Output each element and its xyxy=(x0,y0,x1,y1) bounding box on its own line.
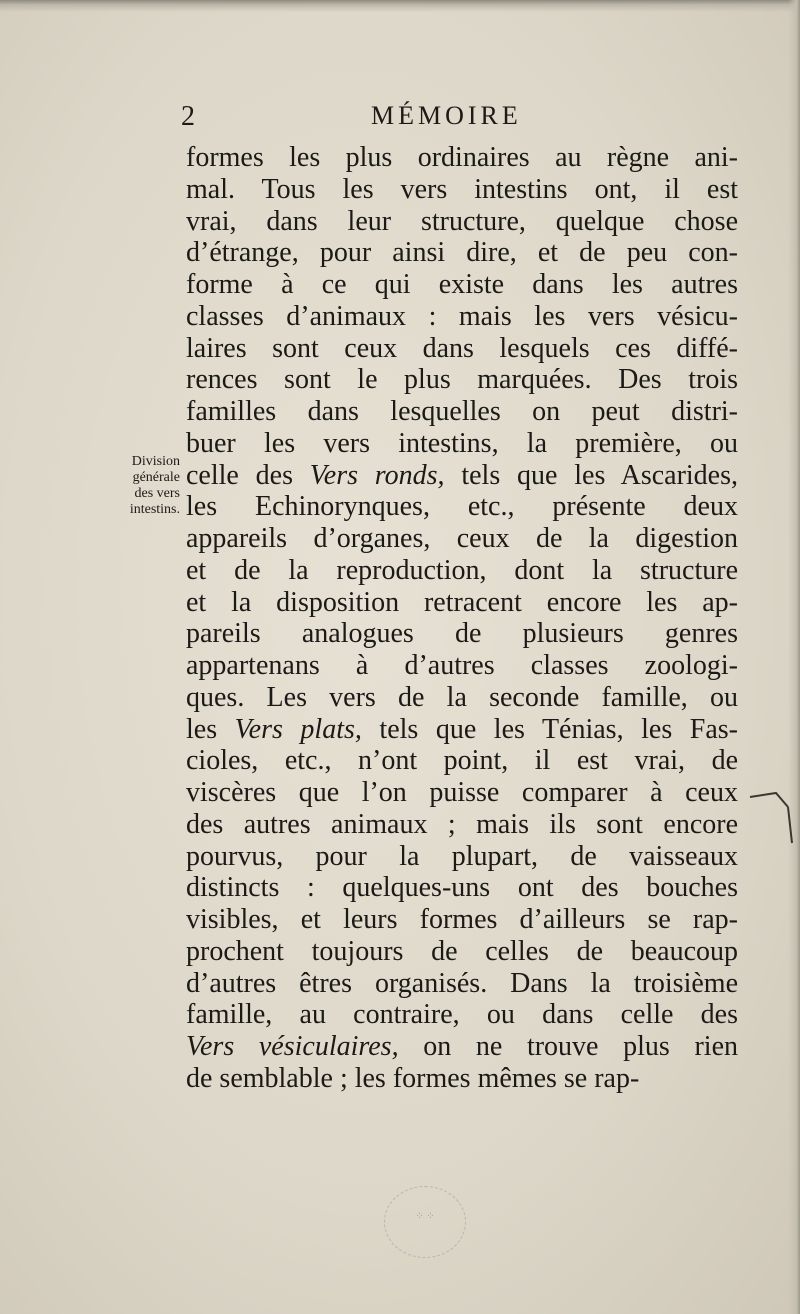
text-line xyxy=(186,237,738,269)
text-line xyxy=(186,777,738,809)
text-run: prochent toujours de celles de beaucoup xyxy=(186,935,738,967)
text-run: appareils d’organes, ceux de la digestion xyxy=(186,523,738,554)
margin-note-line: Division xyxy=(131,454,180,469)
text-line xyxy=(186,682,738,714)
text-run: pourvus, pour la plupart, de vaisseaux xyxy=(186,840,738,872)
text-line xyxy=(186,841,738,873)
text-line xyxy=(186,1063,738,1095)
text-line xyxy=(186,714,738,746)
text-run: famille, au contraire, ou dans celle des xyxy=(186,999,738,1031)
text-line xyxy=(186,904,738,936)
text-line xyxy=(186,968,738,1000)
text-line xyxy=(186,587,738,619)
text-run: les xyxy=(186,713,235,745)
text-run: d’autres êtres organisés. Dans la troisième xyxy=(186,967,738,999)
margin-note-line: intestins. xyxy=(129,502,180,517)
text-run: et la disposition retracent encore les ap- xyxy=(186,586,738,618)
text-run: appartenans à d’autres classes zoologi- xyxy=(186,650,738,681)
text-run: des autres animaux ; mais ils sont encore xyxy=(186,808,738,840)
text-run: visibles, et leurs formes d’ailleurs se rap- xyxy=(186,904,738,935)
text-run: formes les plus ordinaires au règne ani- xyxy=(186,142,738,173)
margin-note-line: générale xyxy=(132,470,180,485)
text-run: rences sont le plus marquées. Des trois xyxy=(186,364,738,396)
text-run: forme à ce qui existe dans les autres xyxy=(186,269,738,300)
text-run: les Echinorynques, etc., présente deux xyxy=(186,491,738,523)
italic-term: Vers plats, xyxy=(234,713,362,745)
margin-note-line: des vers xyxy=(134,486,180,501)
text-run: familles dans lesquelles on peut distri- xyxy=(186,396,738,427)
page-number: 2 xyxy=(181,101,195,132)
text-run: d’étrange, pour ainsi dire, et de peu con- xyxy=(186,237,738,269)
text-line xyxy=(186,460,738,492)
text-line xyxy=(186,618,738,650)
margin-note xyxy=(80,454,180,518)
header-title: MÉMOIRE xyxy=(371,101,522,130)
text-line xyxy=(186,174,738,206)
text-line xyxy=(186,999,738,1031)
text-run: de semblable ; les formes mêmes se rap- xyxy=(186,1062,640,1094)
text-line xyxy=(186,142,738,174)
body-text xyxy=(186,142,738,1095)
italic-term: Vers vésiculaires, xyxy=(186,1031,399,1062)
text-run: vrai, dans leur structure, quelque chose xyxy=(186,205,738,237)
text-line xyxy=(186,936,738,968)
text-line xyxy=(186,333,738,365)
text-line xyxy=(186,491,738,523)
text-run: mal. Tous les vers intestins ont, il est xyxy=(186,173,738,205)
running-head xyxy=(181,101,561,137)
text-line xyxy=(186,396,738,428)
text-line xyxy=(186,206,738,238)
library-stamp-icon: ⁘ ⁘ xyxy=(384,1186,466,1258)
text-run: pareils analogues de plusieurs genres xyxy=(186,618,738,650)
page-tab-mark-icon xyxy=(748,785,798,845)
text-run: buer les vers intestins, la première, ou xyxy=(186,427,738,459)
text-run: on ne trouve plus rien xyxy=(398,1031,738,1062)
italic-term: Vers ronds, xyxy=(309,459,445,491)
text-run: ques. Les vers de la seconde famille, ou xyxy=(186,681,738,713)
text-run: tels que les Ténias, les Fas- xyxy=(361,713,738,745)
text-run: cioles, etc., n’ont point, il est vrai, de xyxy=(186,745,738,777)
page-top-edge xyxy=(0,0,800,12)
text-line xyxy=(186,523,738,555)
text-line xyxy=(186,809,738,841)
text-run: distincts : quelques-uns ont des bouches xyxy=(186,872,738,904)
text-run: classes d’animaux : mais les vers vésicu- xyxy=(186,300,738,332)
text-line xyxy=(186,650,738,682)
text-line xyxy=(186,1031,738,1063)
text-run: tels que les Ascarides, xyxy=(444,459,738,491)
text-line xyxy=(186,364,738,396)
text-run: et de la reproduction, dont la structure xyxy=(186,554,738,586)
text-run: celle des xyxy=(186,459,310,491)
text-line xyxy=(186,745,738,777)
text-line xyxy=(186,269,738,301)
text-line xyxy=(186,301,738,333)
text-run: laires sont ceux dans lesquels ces diffé- xyxy=(186,332,738,364)
text-line xyxy=(186,872,738,904)
text-line xyxy=(186,555,738,587)
page-right-edge xyxy=(788,0,800,1314)
text-run: viscères que l’on puisse comparer à ceux xyxy=(186,777,738,808)
text-line xyxy=(186,428,738,460)
